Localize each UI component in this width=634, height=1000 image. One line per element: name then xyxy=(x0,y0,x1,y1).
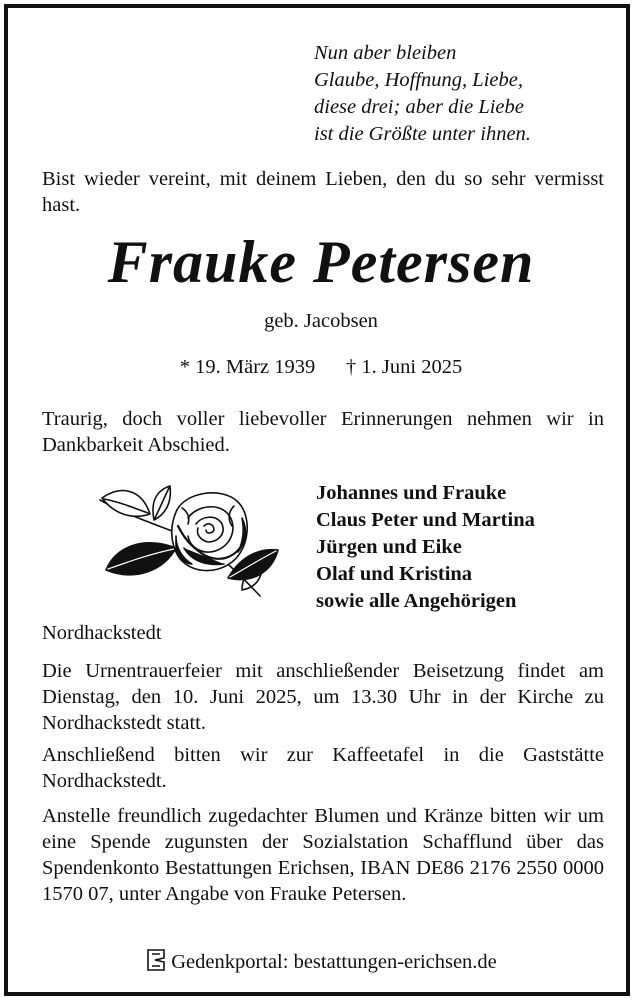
intro-text: Bist wieder vereint, mit deinem Lieben, den du so sehr vermisst hast. xyxy=(42,168,604,216)
bible-verse xyxy=(314,40,604,148)
mourner-name: Jürgen und Eike xyxy=(316,536,462,558)
deceased-name: Frauke Petersen xyxy=(107,229,535,295)
obituary-notice xyxy=(4,4,630,996)
verse-line: ist die Größte unter ihnen. xyxy=(314,123,531,145)
portal-link[interactable]: Gedenkportal: bestattungen-erichsen.de xyxy=(171,951,497,973)
verse-line: Nun aber bleiben xyxy=(314,42,457,64)
mourner-name: Olaf und Kristina xyxy=(316,563,473,585)
life-dates xyxy=(8,354,634,380)
death-date: † 1. Juni 2025 xyxy=(346,356,463,378)
mourner-name: Johannes und Frauke xyxy=(316,482,507,504)
place-name: Nordhackstedt xyxy=(42,622,162,644)
maiden-name: geb. Jacobsen xyxy=(264,310,378,332)
coffee-notice: Anschließend bitten wir zur Kaffeetafel in die Gaststätte Nordhackstedt. xyxy=(42,744,604,792)
memorial-portal xyxy=(8,948,634,975)
rose-icon xyxy=(92,478,282,608)
donation-notice: Anstelle freundlich zugedachter Blumen und Kränze bitten wir um eine Spende zugunsten der Sozialstation Schafflund über das Spendenkonto Bestattungen Erichsen, IBAN DE86 2176 2550 0000 1570 07, unter Angabe von Frauke Petersen. xyxy=(42,805,604,905)
birth-date: * 19. März 1939 xyxy=(179,356,316,378)
ceremony-notice: Die Urnentrauerfeier mit anschließender Beisetzung findet am Dienstag, den 10. Juni 2025, um 13.30 Uhr in der Kirche zu Nordhackstedt statt. xyxy=(42,660,604,734)
verse-line: diese drei; aber die Liebe xyxy=(314,96,524,118)
mourner-name: Claus Peter und Martina xyxy=(316,509,535,531)
mourners-list xyxy=(316,480,606,615)
mourner-name: sowie alle Angehörigen xyxy=(316,590,517,612)
farewell-text: Traurig, doch voller liebevoller Erinnerungen nehmen wir in Dankbarkeit Abschied. xyxy=(42,408,604,456)
funeral-home-logo-icon xyxy=(145,948,167,972)
verse-line: Glaube, Hoffnung, Liebe, xyxy=(314,69,523,91)
